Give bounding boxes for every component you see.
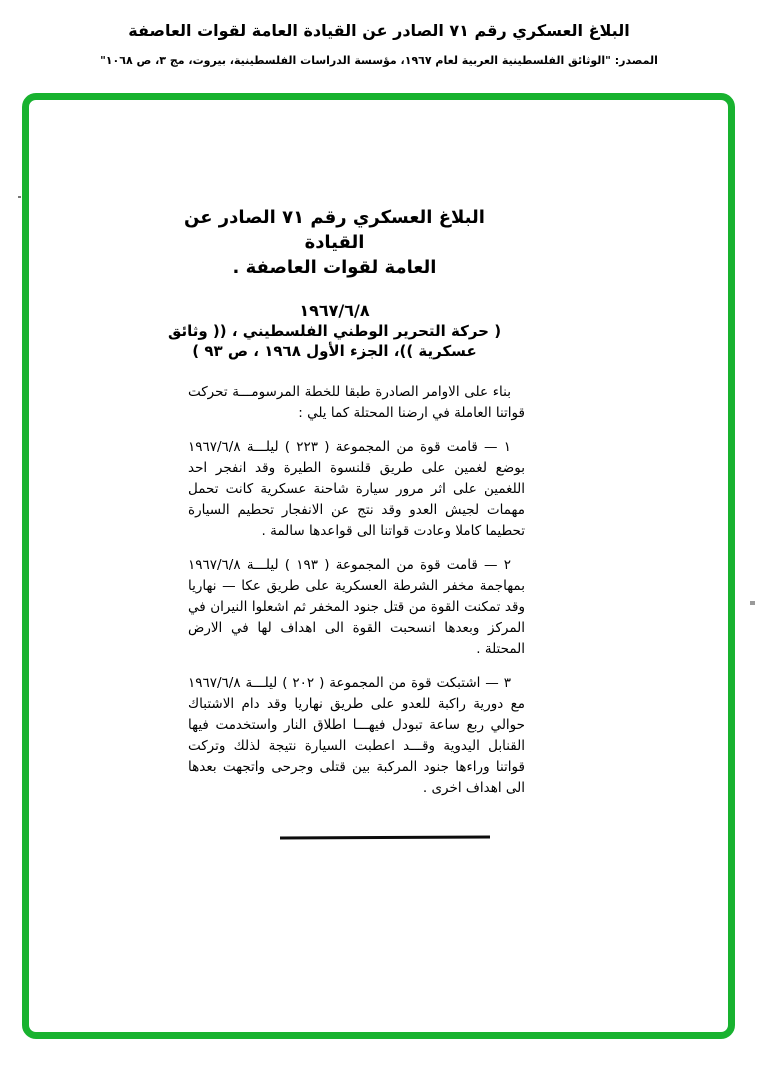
page-header bbox=[0, 20, 758, 68]
document-frame bbox=[22, 93, 735, 1039]
page-header-source-citation: المصدر: "الوثائق الفلسطينية العربية لعام ١٩٦٧، مؤسسة الدراسات الفلسطينية، بيروت، مج ٣، ص ١٠٦٨" bbox=[100, 54, 658, 67]
document-citation-line-2: عسكرية ))، الجزء الأول ١٩٦٨ ، ص ٩٣ ) bbox=[192, 342, 477, 360]
numbered-paragraph-1: ١ — قامت قوة من المجموعة ( ٢٢٣ ) ليلـــة ١٩٦٧/٦/٨ بوضع لغمين على طريق قلنسوة الطيرة وقد انفجر احد اللغمين على اثر مرور سيارة شاحنة عسكرية كانت تحمل مهمات لجيش العدو وقد نتج عن الانفجار تحطيم السيارة تحطيما كاملا وعادت قواتنا الى قواعدها سالمة . bbox=[188, 439, 525, 539]
document-title-line-1: البلاغ العسكري رقم ٧١ الصادر عن القيادة bbox=[184, 207, 485, 253]
document-date: ١٩٦٧/٦/٨ bbox=[299, 301, 370, 320]
page-header-title: البلاغ العسكري رقم ٧١ الصادر عن القيادة العامة لقوات العاصفة bbox=[128, 21, 630, 40]
document-heading-block bbox=[166, 205, 503, 361]
numbered-paragraph-2: ٢ — قامت قوة من المجموعة ( ١٩٣ ) ليلـــة ١٩٦٧/٦/٨ بمهاجمة مخفر الشرطة العسكرية على طريق عكا — نهاريا وقد تمكنت القوة من قتل جنود المخفر ثم اشعلوا النيران في المركز وبعدها انسحبت القوة الى اهداف لها في الارض المحتلة . bbox=[188, 557, 525, 657]
scan-artifact-speck bbox=[750, 601, 755, 605]
numbered-paragraph-3: ٣ — اشتبكت قوة من المجموعة ( ٢٠٢ ) ليلـــة ١٩٦٧/٦/٨ مع دورية راكبة للعدو على طريق نهاريا وقد دام الاشتباك حوالي ربع ساعة تبودل فيهـــا اطلاق النار واستخدمت فيها القنابل اليدوية وقـــد اعطبت السيارة نتيجة لذلك وتركت قواتنا وراءها جنود المركبة بين قتلى وجرحى واتجهت بعدها الى اهداف اخرى . bbox=[188, 675, 525, 796]
document-title-line-2: العامة لقوات العاصفة . bbox=[232, 257, 437, 278]
intro-paragraph: بناء على الاوامر الصادرة طبقا للخطة المرسومـــة تحركت قواتنا العاملة في ارضنا المحتلة كما يلي : bbox=[188, 384, 525, 421]
scan-artifact-speck bbox=[18, 196, 21, 198]
document-citation-line-1: ( حركة التحرير الوطني الفلسطيني ، (( وثائق bbox=[167, 322, 502, 340]
scanned-document-body bbox=[167, 205, 525, 799]
footer-divider-line bbox=[280, 835, 490, 839]
